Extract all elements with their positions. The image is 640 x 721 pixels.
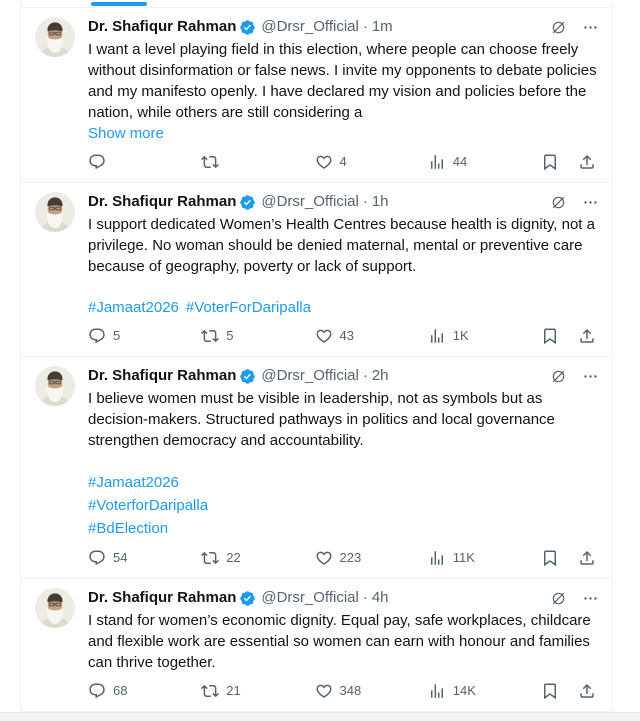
profile-avatar[interactable] xyxy=(35,192,75,232)
share-button[interactable] xyxy=(578,549,596,567)
like-count: 4 xyxy=(339,154,347,169)
like-count: 348 xyxy=(339,683,362,698)
separator-dot: · xyxy=(362,367,368,384)
timeline-column xyxy=(20,0,613,712)
tweet-header xyxy=(88,366,599,386)
grok-icon[interactable] xyxy=(550,19,567,36)
verified-badge-icon xyxy=(239,590,256,607)
share-button[interactable] xyxy=(578,327,596,345)
action-bar xyxy=(88,153,599,180)
like-count: 43 xyxy=(339,328,354,343)
separator-dot: · xyxy=(362,18,368,35)
views-count: 14K xyxy=(452,683,476,698)
author-name[interactable]: Dr. Shafiqur Rahman xyxy=(88,589,237,606)
repost-button[interactable] xyxy=(201,682,314,700)
verified-badge-icon xyxy=(239,194,256,211)
author-handle[interactable]: @Drsr_Official xyxy=(261,367,359,384)
hashtag-row xyxy=(88,471,599,540)
bottom-edge-strip xyxy=(0,712,640,721)
bookmark-button[interactable] xyxy=(541,153,559,171)
tweet[interactable] xyxy=(21,8,612,183)
profile-avatar[interactable] xyxy=(35,366,75,406)
tweet-header xyxy=(88,192,599,212)
views-count: 11K xyxy=(452,550,475,565)
reply-count: 68 xyxy=(113,683,128,698)
tweet[interactable] xyxy=(21,357,612,579)
views-button[interactable] xyxy=(428,682,541,700)
avatar-column xyxy=(35,366,75,576)
avatar-column xyxy=(35,192,75,354)
like-button[interactable] xyxy=(315,153,428,171)
more-options-icon[interactable] xyxy=(582,590,599,607)
avatar-column xyxy=(35,588,75,709)
bookmark-button[interactable] xyxy=(541,327,559,345)
hashtag-link[interactable]: #Jamaat2026 xyxy=(88,474,179,491)
tweet-text: I believe women must be visible in leadership, not as symbols but as decision-makers. Structured pathways in politics and local governance strengthen democracy and accountability. xyxy=(88,390,555,449)
timestamp[interactable]: 1h xyxy=(371,193,389,210)
reply-count: 54 xyxy=(113,550,128,565)
grok-icon[interactable] xyxy=(550,368,567,385)
active-tab-indicator xyxy=(91,2,147,6)
views-count: 44 xyxy=(452,154,468,169)
tweet-content xyxy=(88,192,599,354)
author-name[interactable]: Dr. Shafiqur Rahman xyxy=(88,193,237,210)
reply-button[interactable] xyxy=(88,327,201,345)
like-count: 223 xyxy=(339,550,362,565)
hashtag-link[interactable]: #BdElection xyxy=(88,520,169,537)
bookmark-button[interactable] xyxy=(541,682,559,700)
action-bar xyxy=(88,549,599,576)
views-count: 1K xyxy=(452,328,469,343)
hashtag-link[interactable]: #VoterforDaripalla xyxy=(88,497,209,514)
separator-dot: · xyxy=(362,193,368,210)
timestamp[interactable]: 2h xyxy=(371,367,389,384)
reply-button[interactable] xyxy=(88,682,201,700)
tab-bar xyxy=(21,0,612,8)
reply-button[interactable] xyxy=(88,153,201,171)
profile-avatar[interactable] xyxy=(35,588,75,628)
tweet-header xyxy=(88,17,599,37)
hashtag-row xyxy=(88,297,599,318)
author-handle[interactable]: @Drsr_Official xyxy=(261,193,359,210)
views-button[interactable] xyxy=(428,153,541,171)
tweet-text: I support dedicated Women’s Health Centres because health is dignity, not a privilege. No woman should be denied maternal, mental or preventive care because of geography, poverty or lack of support. xyxy=(88,216,595,275)
tweet-header xyxy=(88,588,599,608)
timestamp[interactable]: 1m xyxy=(371,18,393,35)
author-handle[interactable]: @Drsr_Official xyxy=(261,18,359,35)
repost-button[interactable] xyxy=(201,153,314,171)
reply-count: 5 xyxy=(113,328,121,343)
more-options-icon[interactable] xyxy=(582,194,599,211)
tweet[interactable] xyxy=(21,579,612,712)
like-button[interactable] xyxy=(315,549,428,567)
repost-count: 22 xyxy=(226,550,241,565)
separator-dot: · xyxy=(362,589,368,606)
repost-button[interactable] xyxy=(201,549,314,567)
share-button[interactable] xyxy=(578,153,596,171)
bookmark-button[interactable] xyxy=(541,549,559,567)
hashtag-link[interactable]: #VoterForDaripalla xyxy=(185,299,311,316)
show-more-link[interactable]: Show more xyxy=(88,125,164,142)
verified-badge-icon xyxy=(239,19,256,36)
hashtag-link[interactable]: #Jamaat2026 xyxy=(88,299,179,316)
author-name[interactable]: Dr. Shafiqur Rahman xyxy=(88,367,237,384)
more-options-icon[interactable] xyxy=(582,368,599,385)
views-button[interactable] xyxy=(428,327,541,345)
repost-count: 5 xyxy=(226,328,234,343)
tweet-text: I want a level playing field in this election, where people can choose freely without disinformation or false news. I invite my opponents to debate policies and my manifesto openly. I have declared my vision and policies before the nation, while others are still considering a xyxy=(88,41,597,121)
author-handle[interactable]: @Drsr_Official xyxy=(261,589,359,606)
tweet[interactable] xyxy=(21,183,612,357)
tweet-content xyxy=(88,366,599,576)
more-options-icon[interactable] xyxy=(582,19,599,36)
action-bar xyxy=(88,327,599,354)
avatar-column xyxy=(35,17,75,180)
reply-button[interactable] xyxy=(88,549,201,567)
share-button[interactable] xyxy=(578,682,596,700)
tweet-content xyxy=(88,588,599,709)
verified-badge-icon xyxy=(239,368,256,385)
grok-icon[interactable] xyxy=(550,590,567,607)
grok-icon[interactable] xyxy=(550,194,567,211)
author-name[interactable]: Dr. Shafiqur Rahman xyxy=(88,18,237,35)
action-bar xyxy=(88,682,599,709)
tweet-text: I stand for women’s economic dignity. Equal pay, safe workplaces, childcare and flexible work are essential so women can earn with honour and families can thrive together. xyxy=(88,612,591,671)
views-button[interactable] xyxy=(428,549,541,567)
profile-avatar[interactable] xyxy=(35,17,75,57)
like-button[interactable] xyxy=(315,327,428,345)
like-button[interactable] xyxy=(315,682,428,700)
tweet-content xyxy=(88,17,599,180)
timestamp[interactable]: 4h xyxy=(371,589,389,606)
repost-button[interactable] xyxy=(201,327,314,345)
repost-count: 21 xyxy=(226,683,241,698)
